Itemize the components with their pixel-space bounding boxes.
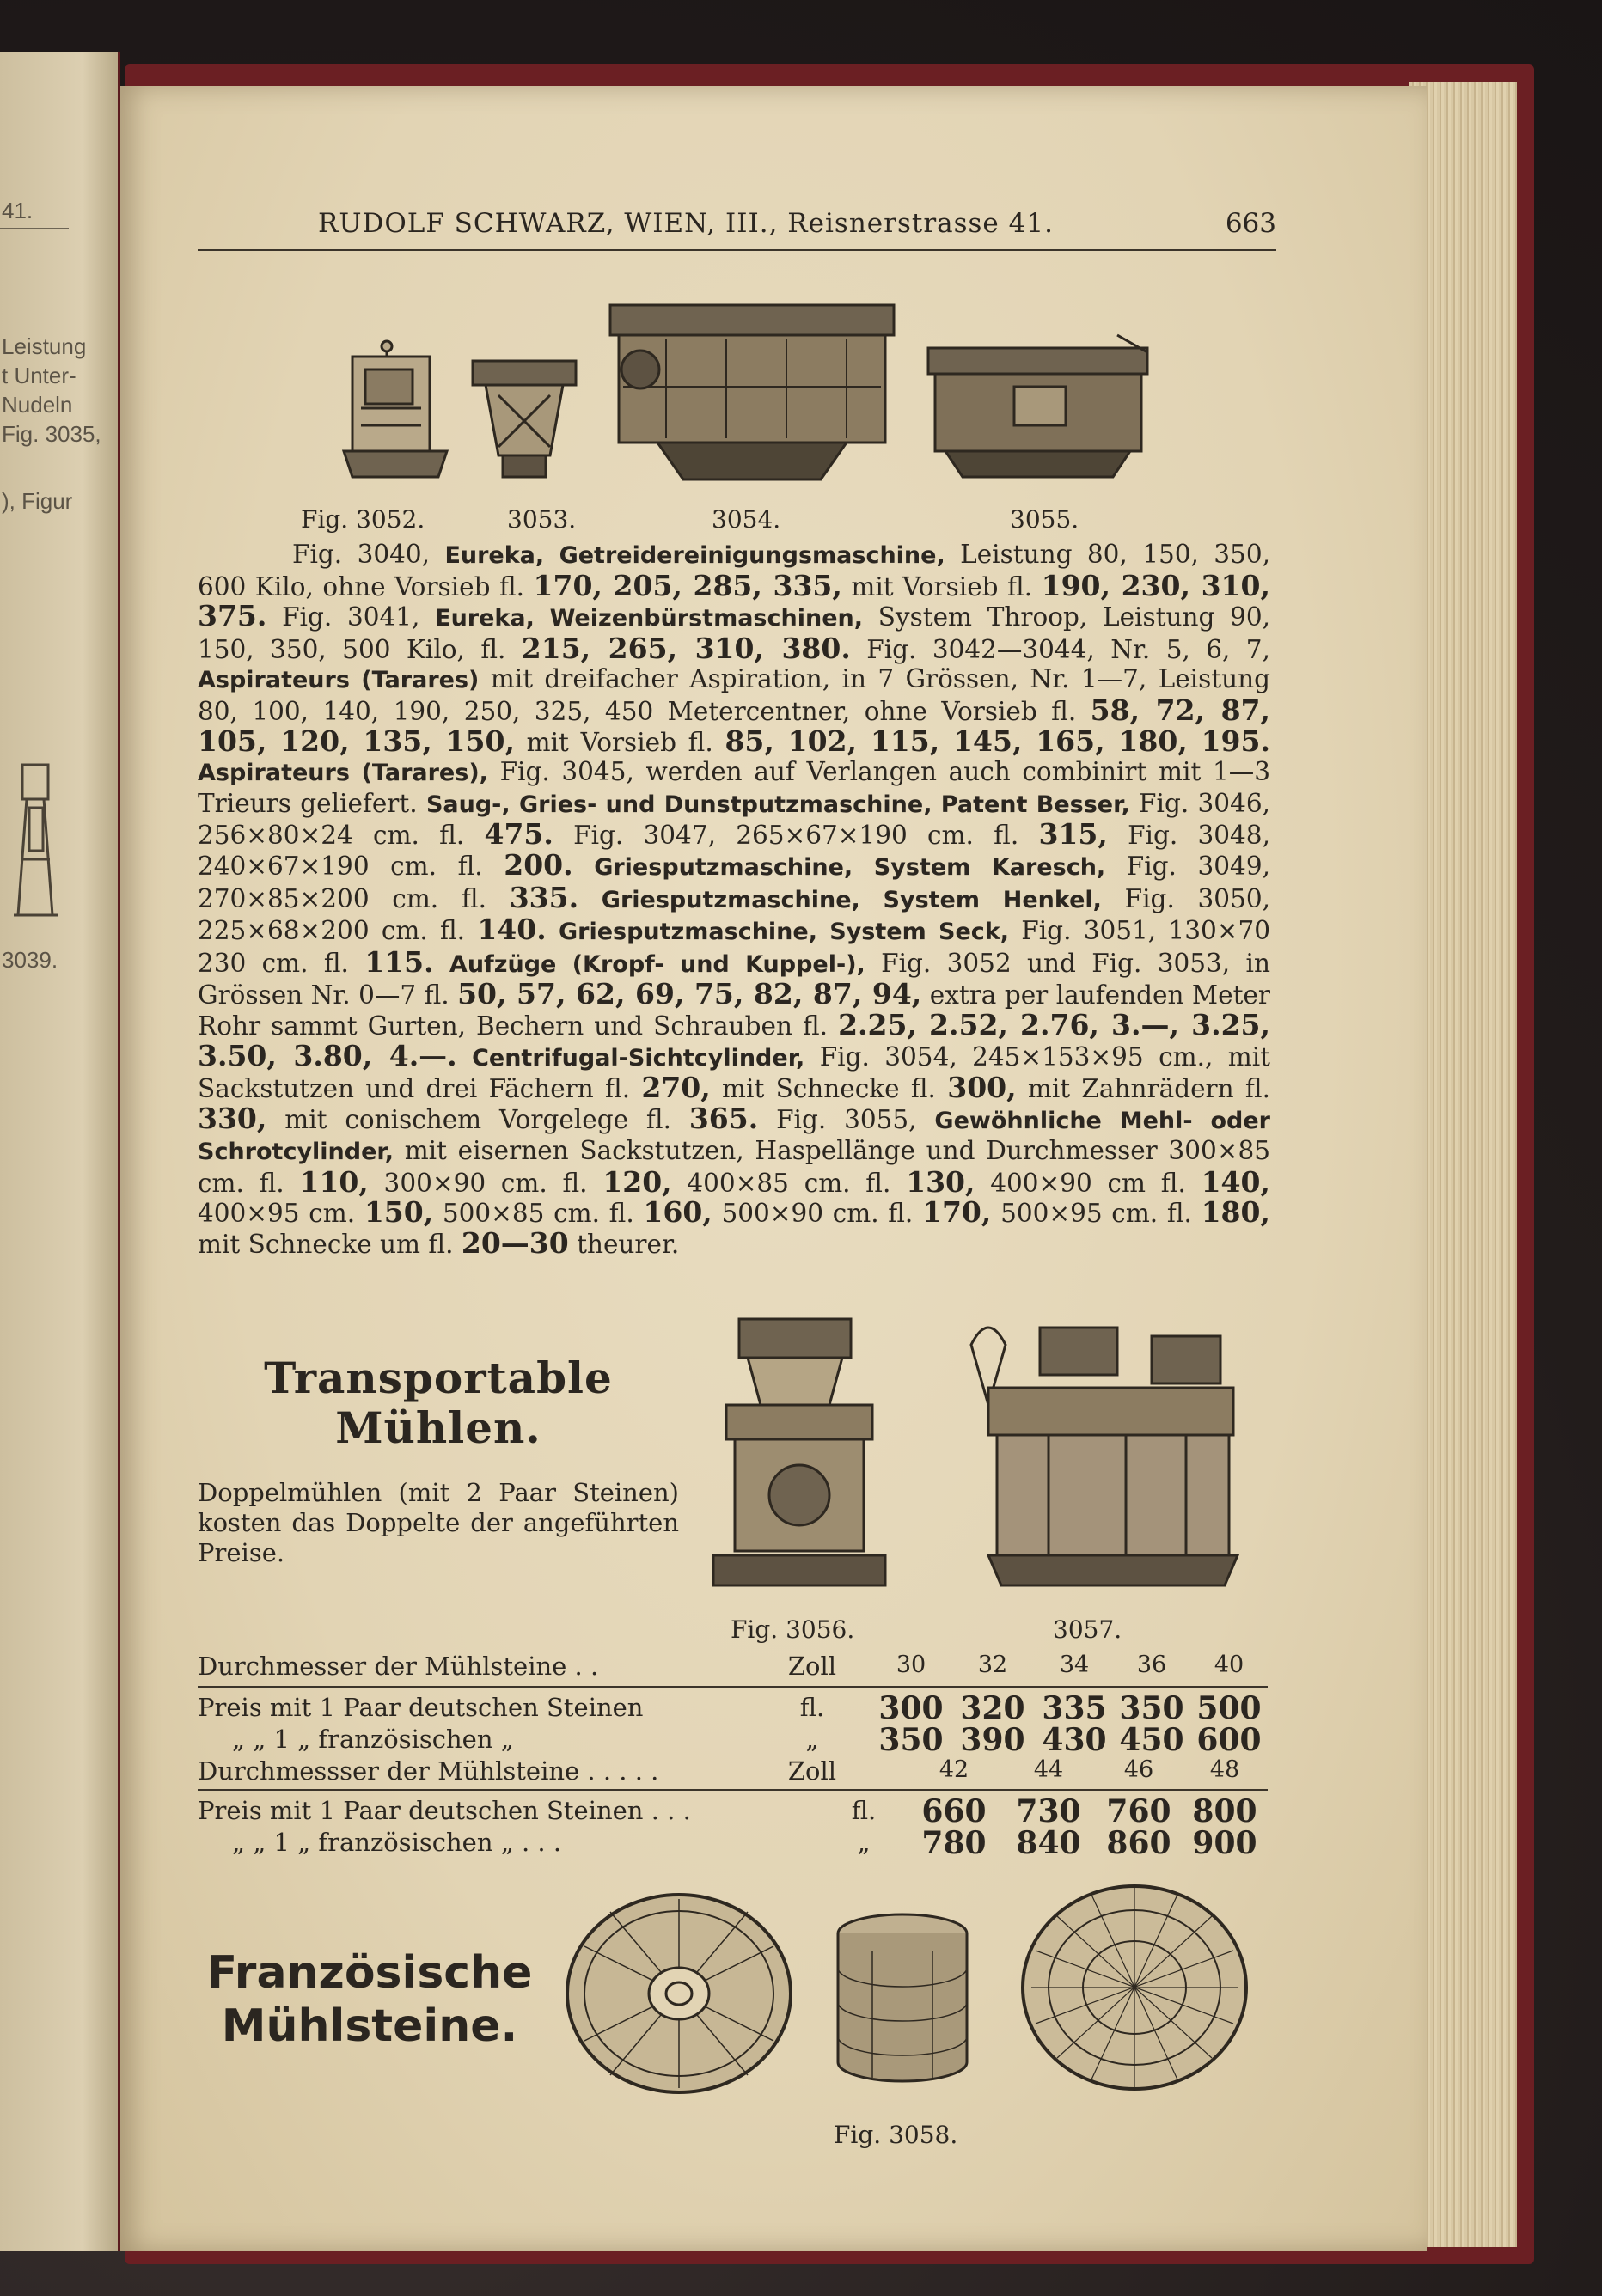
left-header-rule bbox=[0, 228, 69, 229]
product-description-paragraph bbox=[198, 540, 1270, 1260]
price: 140, bbox=[1201, 1164, 1270, 1199]
price-cell: 860 bbox=[1106, 1825, 1171, 1861]
text-run: Fig. 3040, bbox=[292, 540, 431, 569]
table-rule bbox=[198, 1686, 1268, 1688]
diameter-cell: 48 bbox=[1209, 1756, 1240, 1783]
text-run: 500×90 cm. fl. bbox=[721, 1199, 914, 1229]
heading-line: Mühlen. bbox=[335, 1402, 541, 1453]
price: 58, 72, 87, 105, 120, 135, 150, bbox=[198, 693, 1270, 758]
text-run: Fig. 3050, 225×68×200 cm. fl. bbox=[198, 883, 1270, 946]
transportable-heading bbox=[198, 1353, 679, 1453]
price: 270, bbox=[641, 1071, 711, 1105]
left-fragment-text: Fig. 3035, bbox=[2, 421, 101, 447]
price: 170, 205, 285, 335, bbox=[533, 568, 842, 602]
price-cell: 300 bbox=[878, 1690, 944, 1726]
price-cell: 900 bbox=[1192, 1825, 1257, 1861]
left-fragment-text: Leistung bbox=[2, 333, 87, 359]
text-run: Fig. 3049, 270×85×200 cm. fl. bbox=[198, 851, 1270, 913]
text-run: Fig. 3045, werden auf Verlangen auch combinirt mit 1—3 Trieurs geliefert. bbox=[198, 757, 1270, 818]
price: 50, 57, 62, 69, 75, 82, 87, 94, bbox=[457, 977, 922, 1011]
figure-3058-millstone-face bbox=[559, 1886, 799, 2101]
figure-3052-elevator bbox=[335, 339, 456, 481]
row-label: Preis mit 1 Paar deutschen Steinen bbox=[198, 1693, 644, 1722]
text-run: 400×85 cm. fl. bbox=[687, 1168, 891, 1198]
figure-3058-millstone-back bbox=[1014, 1878, 1255, 2097]
diameter-cell: 42 bbox=[939, 1756, 969, 1783]
heading-line: Transportable bbox=[264, 1353, 613, 1403]
figure-label: Fig. 3056. bbox=[731, 1615, 855, 1644]
text-run: mit conischem Vorgelege fl. bbox=[284, 1104, 671, 1134]
row-label: „ „ 1 „ französischen „ bbox=[232, 1725, 514, 1754]
transportable-description: Doppelmühlen (mit 2 Paar Steinen) kosten das Doppelte der angeführten Preise. bbox=[198, 1478, 679, 1567]
row-label: Durchmessser der Mühlsteine . . . . . bbox=[198, 1756, 659, 1786]
price: 160, bbox=[643, 1195, 712, 1230]
diameter-cell: 34 bbox=[1059, 1652, 1090, 1678]
row-label: „ „ 1 „ französischen „ . . . bbox=[232, 1828, 562, 1857]
price: 315, bbox=[1038, 817, 1108, 852]
figure-label: 3057. bbox=[1053, 1615, 1122, 1644]
running-title: RUDOLF SCHWARZ, WIEN, III., Reisnerstrasse 41. bbox=[318, 208, 1054, 239]
diameter-cell: 44 bbox=[1033, 1756, 1064, 1783]
text-run: Fig. 3047, 265×67×190 cm. fl. bbox=[573, 821, 1019, 851]
heading-line: Französische bbox=[206, 1947, 533, 1999]
figure-3056-mill bbox=[700, 1310, 894, 1594]
page-number: 663 bbox=[1225, 208, 1276, 239]
price-row-french bbox=[198, 1722, 1268, 1759]
text-run: 300×90 cm. fl. bbox=[383, 1168, 588, 1198]
diameter-row bbox=[198, 1652, 1268, 1686]
unit-label: fl. bbox=[851, 1796, 877, 1825]
text-run: mit Schnecke fl. bbox=[722, 1074, 936, 1104]
left-fragment-text: ), Figur bbox=[2, 488, 73, 514]
figure-3055-cylinder bbox=[920, 331, 1156, 481]
price: 85, 102, 115, 145, 165, 180, 195. bbox=[725, 724, 1270, 758]
text-run: Fig. 3042—3044, Nr. 5, 6, 7, bbox=[866, 634, 1270, 664]
figure-3054-sifter bbox=[597, 292, 907, 485]
text-run: extra per laufenden Meter Rohr sammt Gurten, Bechern und Schrauben fl. bbox=[198, 980, 1270, 1041]
price-cell: 840 bbox=[1016, 1825, 1081, 1861]
price-cell: 730 bbox=[1016, 1793, 1081, 1829]
text-run: System Throop, Leistung 90, 150, 350, 500 Kilo, fl. bbox=[198, 602, 1270, 664]
product-name: Griesputzmaschine, System Henkel, bbox=[601, 886, 1102, 913]
product-name: Centrifugal-Sichtcylinder, bbox=[472, 1044, 805, 1072]
text-run: Fig. 3046, 256×80×24 cm. fl. bbox=[198, 788, 1270, 851]
price: 215, 265, 310, 380. bbox=[521, 631, 851, 665]
text-run: theurer. bbox=[577, 1230, 680, 1260]
text-run: Fig. 3055, bbox=[776, 1104, 917, 1134]
text-run: 500×85 cm. fl. bbox=[442, 1199, 634, 1229]
price: 365. bbox=[688, 1101, 759, 1135]
text-run: Fig. 3054, 245×153×95 cm., mit Sackstutzen und drei Fächern fl. bbox=[198, 1041, 1270, 1104]
unit-label: „ bbox=[857, 1828, 871, 1857]
price-cell: 450 bbox=[1119, 1722, 1184, 1758]
product-name: Griesputzmaschine, System Seck, bbox=[558, 919, 1009, 946]
left-fragment-text: 41. bbox=[2, 198, 34, 223]
text-run: mit dreifacher Aspiration, in 7 Grössen, Nr. 1—7, Leistung 80, 100, 140, 190, 250, 325, 450 Metercentner, ohne Vorsieb fl. bbox=[198, 664, 1270, 726]
price: 330, bbox=[198, 1101, 267, 1135]
text-run: Fig. 3041, bbox=[282, 602, 420, 632]
price: 180, bbox=[1201, 1195, 1270, 1230]
price: 335. bbox=[509, 880, 579, 914]
unit-label: Zoll bbox=[787, 1756, 837, 1786]
price-cell: 430 bbox=[1042, 1722, 1107, 1758]
left-fragment-text: 3039. bbox=[2, 947, 58, 973]
price: 300, bbox=[947, 1071, 1017, 1105]
product-name: Aspirateurs (Tarares) bbox=[198, 667, 480, 694]
unit-label: „ bbox=[805, 1725, 819, 1754]
product-name: Griesputzmaschine, System Karesch, bbox=[594, 853, 1106, 881]
text-run: Fig. 3048, 240×67×190 cm. fl. bbox=[198, 821, 1270, 881]
text-run: 400×90 cm fl. bbox=[990, 1168, 1186, 1198]
text-run: mit eisernen Sackstutzen, Haspellänge und Durchmesser 300×85 cm. fl. bbox=[198, 1136, 1270, 1198]
product-name: Aufzüge (Kropf- und Kuppel-), bbox=[449, 950, 865, 978]
price: 200. bbox=[504, 847, 573, 882]
running-head bbox=[198, 206, 1276, 251]
price: 140. bbox=[477, 913, 547, 947]
diameter-cell: 30 bbox=[896, 1652, 926, 1678]
price-cell: 320 bbox=[960, 1690, 1025, 1726]
price: 110, bbox=[299, 1164, 369, 1199]
price-cell: 390 bbox=[960, 1722, 1025, 1758]
price: 150, bbox=[364, 1195, 434, 1230]
diameter-row bbox=[198, 1756, 1268, 1791]
diameter-cell: 46 bbox=[1123, 1756, 1154, 1783]
text-run: Fig. 3051, 130×70 230 cm. fl. bbox=[198, 916, 1270, 978]
text-run: Fig. 3052 und Fig. 3053, in Grössen Nr. 0—7 fl. bbox=[198, 948, 1270, 1011]
text-run: 500×95 cm. fl. bbox=[1000, 1199, 1192, 1229]
price-cell: 780 bbox=[921, 1825, 987, 1861]
product-name: Saug-, Gries- und Dunstputzmaschine, Patent Besser, bbox=[425, 791, 1130, 818]
table-rule bbox=[198, 1789, 1268, 1791]
figure-label: Fig. 3058. bbox=[834, 2121, 958, 2149]
price: 20—30 bbox=[461, 1226, 569, 1261]
unit-label: fl. bbox=[799, 1693, 825, 1722]
text-run: mit Vorsieb fl. bbox=[851, 571, 1033, 601]
left-fragment-text: t Unter- bbox=[2, 363, 76, 388]
diameter-cell: 32 bbox=[977, 1652, 1008, 1678]
product-name: Eureka, Getreidereinigungsmaschine, bbox=[444, 542, 945, 569]
text-run: 400×95 cm. bbox=[198, 1199, 356, 1229]
left-machine-sketch bbox=[5, 756, 67, 919]
product-name: Aspirateurs (Tarares), bbox=[198, 760, 488, 787]
figure-label: 3055. bbox=[1010, 505, 1079, 534]
heading-line: Mühlsteine. bbox=[221, 2000, 518, 2052]
price-cell: 335 bbox=[1042, 1690, 1107, 1726]
left-page-fragment bbox=[0, 52, 120, 2251]
row-label: Preis mit 1 Paar deutschen Steinen . . . bbox=[198, 1796, 691, 1825]
price: 2.25, 2.52, 2.76, 3.—, 3.25, 3.50, 3.80, 4.—. bbox=[198, 1007, 1270, 1072]
product-name: Eureka, Weizenbürstmaschinen, bbox=[435, 605, 863, 632]
figure-3058-millstone-side bbox=[829, 1908, 975, 2088]
figure-3053-elevator-head bbox=[464, 352, 584, 481]
unit-label: Zoll bbox=[787, 1652, 837, 1681]
figure-label: 3053. bbox=[507, 505, 577, 534]
text-run: mit Vorsieb fl. bbox=[526, 727, 713, 757]
price-cell: 660 bbox=[921, 1793, 987, 1829]
price: 115. bbox=[364, 944, 434, 979]
price-cell: 600 bbox=[1196, 1722, 1262, 1758]
price-cell: 350 bbox=[878, 1722, 944, 1758]
figure-3057-mill bbox=[954, 1310, 1246, 1594]
row-label: Durchmesser der Mühlsteine . . bbox=[198, 1652, 599, 1681]
price-row-french bbox=[198, 1825, 1268, 1862]
figure-label: Fig. 3052. bbox=[301, 505, 425, 534]
figure-label: 3054. bbox=[712, 505, 781, 534]
price: 130, bbox=[906, 1164, 975, 1199]
price-cell: 800 bbox=[1192, 1793, 1257, 1829]
text-run: mit Zahnrädern fl. bbox=[1027, 1074, 1270, 1104]
price-cell: 350 bbox=[1119, 1690, 1184, 1726]
text-run: Leistung 80, 150, 350, 600 Kilo, ohne Vorsieb fl. bbox=[198, 540, 1270, 601]
price: 170, bbox=[922, 1195, 992, 1230]
product-name: Gewöhnliche Mehl- oder Schrotcylinder, bbox=[198, 1107, 1270, 1166]
diameter-cell: 40 bbox=[1214, 1652, 1244, 1678]
left-fragment-text: Nudeln bbox=[2, 392, 73, 418]
french-millstones-heading bbox=[198, 1946, 541, 2053]
price-cell: 500 bbox=[1196, 1690, 1262, 1726]
text-run: mit Schnecke um fl. bbox=[198, 1230, 454, 1260]
price: 475. bbox=[484, 817, 553, 852]
diameter-cell: 36 bbox=[1136, 1652, 1167, 1678]
price: 120, bbox=[602, 1164, 672, 1199]
price-cell: 760 bbox=[1106, 1793, 1171, 1829]
price: 190, 230, 310, 375. bbox=[198, 568, 1270, 633]
